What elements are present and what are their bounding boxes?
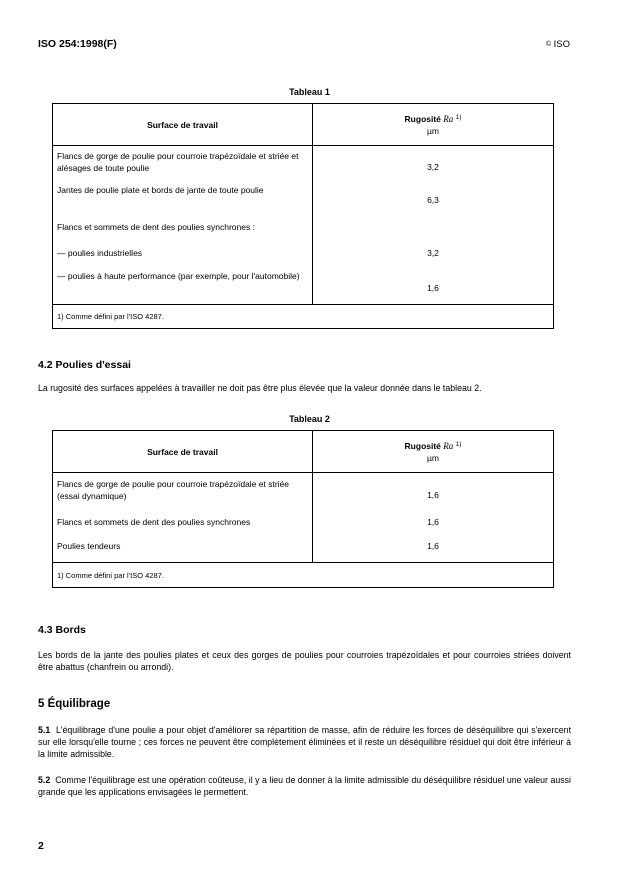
table-row	[53, 183, 554, 219]
table1-row4-value: 3,2	[427, 247, 439, 258]
table-row	[53, 267, 554, 305]
table1-row2-surface: Jantes de poulie plate et bords de jante de toute poulie	[53, 183, 313, 219]
table1-row3-surface: Flancs et sommets de dent des poulies synchrones :	[53, 219, 313, 243]
table-row	[53, 535, 554, 563]
copyright-symbol: ©	[545, 41, 551, 48]
section-4-3-title: 4.3 Bords	[38, 624, 86, 636]
section-5-title: 5 Équilibrage	[38, 698, 111, 710]
section-5-2-text: Comme l'équilibrage est une opération coûteuse, il y a lieu de donner à la limite admissible du déséquilibre résiduel une valeur aussi grande que les applications envisagées le permettent.	[38, 775, 571, 797]
table2-col2-note-ref: 1)	[455, 440, 462, 448]
table1-footnote: 1) Comme défini par l'ISO 4287.	[53, 305, 554, 329]
table2-footnote: 1) Comme défini par l'ISO 4287.	[53, 563, 554, 588]
table2-row3-surface: Poulies tendeurs	[53, 535, 313, 563]
table2-col2-symbol: Ra	[443, 440, 454, 451]
section-4-2-text: La rugosité des surfaces appelées à travailler ne doit pas être plus élevée que la valeur donnée dans le tableau 2.	[38, 383, 482, 393]
table2-col1-header: Surface de travail	[53, 431, 313, 473]
section-5-1-text: L'équilibrage d'une poulie a pour objet d'améliorer sa répartition de masse, afin de réduire les forces de déséquilibre qui s'exercent sur elle lorsqu'elle tourne ; ces forces ne peuvent être complètement éliminées et il reste un déséquilibre résiduel qui doit être inférieur à la limite admissible.	[38, 725, 572, 759]
table2-caption: Tableau 2	[289, 414, 330, 424]
table2-row1-value: 1,6	[427, 490, 439, 500]
section-5-2-paragraph	[38, 774, 571, 798]
table2	[52, 430, 554, 588]
table1-col2-note-ref: 1)	[455, 113, 462, 121]
table1-caption: Tableau 1	[289, 87, 330, 97]
table1-row5-value: 1,6	[427, 282, 439, 293]
table-row	[53, 473, 554, 511]
table2-row1-surface: Flancs de gorge de poulie pour courroie trapézoïdale et striée (essai dynamique)	[53, 473, 313, 511]
section-5-1-number: 5.1	[38, 725, 51, 735]
table-row	[53, 146, 554, 183]
table1-row1-value: 3,2	[427, 162, 439, 172]
page-number: 2	[38, 840, 44, 852]
table2-row2-value: 1,6	[427, 516, 439, 527]
table1-col2-header	[313, 104, 554, 146]
table1-col2-unit: µm	[427, 125, 439, 136]
table2-col2-header	[313, 431, 554, 473]
table1-row1-surface: Flancs de gorge de poulie pour courroie trapézoïdale et striée et alésages de toute poulie	[53, 146, 313, 183]
section-5-1-paragraph	[38, 724, 571, 760]
copyright-notice	[546, 39, 570, 50]
section-4-3-text: Les bords de la jante des poulies plates et ceux des gorges de poulies pour courroies trapézoïdales et pour courroies striées doivent être abattus (chanfrein ou arrondi).	[38, 650, 571, 672]
table1-col1-header: Surface de travail	[53, 104, 313, 146]
table2-row2-surface: Flancs et sommets de dent des poulies synchrones	[53, 511, 313, 535]
table1-col2-symbol: Ra	[443, 113, 454, 124]
section-5-2-number: 5.2	[38, 775, 51, 785]
table2-col2-label: Rugosité	[404, 440, 441, 451]
table1-col2-label: Rugosité	[404, 113, 441, 124]
table-row	[53, 243, 554, 267]
table-row	[53, 511, 554, 535]
copyright-org: ISO	[553, 39, 570, 50]
table1-row5-surface: — poulies à haute performance (par exemple, pour l'automobile)	[53, 267, 313, 305]
table2-row3-value: 1,6	[427, 540, 439, 551]
document-id: ISO 254:1998(F)	[38, 38, 117, 50]
table1-row2-value: 6,3	[427, 194, 439, 205]
table2-col2-unit: µm	[427, 452, 439, 463]
table1-row4-surface: — poulies industrielles	[53, 243, 313, 267]
table-row	[53, 219, 554, 243]
section-4-2-title: 4.2 Poulies d'essai	[38, 359, 131, 371]
table1	[52, 103, 554, 329]
table1-row3-value	[313, 219, 554, 243]
